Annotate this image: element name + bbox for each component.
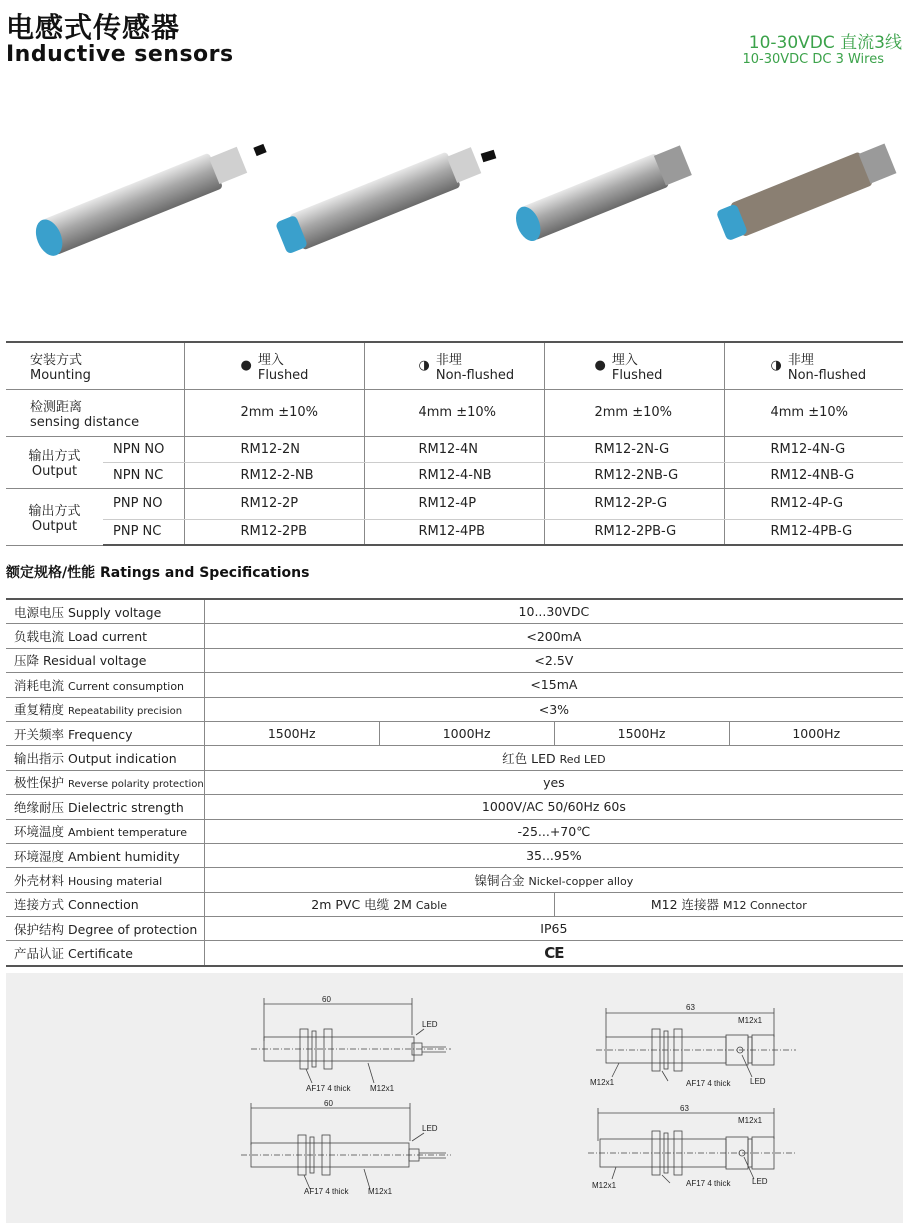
output-type: NPN NC bbox=[103, 462, 184, 488]
row-repeat: 重复精度 Repeatability precision <3% bbox=[6, 697, 903, 721]
m12-label: M12x1 bbox=[590, 1078, 615, 1087]
output-label-pnp: 输出方式 Output bbox=[6, 488, 103, 545]
sensor-image-1 bbox=[20, 140, 270, 260]
output-type: PNP NC bbox=[103, 519, 184, 545]
row-housing: 外壳材料 Housing material 镍铜合金 Nickel-copper alloy bbox=[6, 868, 903, 892]
model-cell: RM12-4P bbox=[364, 488, 544, 519]
model-cell: RM12-2PB bbox=[184, 519, 364, 545]
ce-mark-icon: CE bbox=[544, 944, 564, 963]
dim-63-top: 63 bbox=[686, 1003, 695, 1012]
led-label: LED bbox=[750, 1077, 766, 1086]
row-supply: 电源电压 Supply voltage 10...30VDC bbox=[6, 599, 903, 624]
flushed-icon: ● bbox=[594, 358, 606, 374]
distance-4: 4mm ±10% bbox=[724, 389, 903, 436]
row-consumption: 消耗电流 Current consumption <15mA bbox=[6, 673, 903, 697]
row-protection: 保护结构 Degree of protection IP65 bbox=[6, 917, 903, 941]
model-cell: RM12-4NB-G bbox=[724, 462, 903, 488]
model-cell: RM12-4N-G bbox=[724, 436, 903, 462]
ratings-heading: 额定规格/性能 Ratings and Specifications bbox=[6, 565, 310, 581]
model-cell: RM12-2P-G bbox=[544, 488, 724, 519]
row-temperature: 环境温度 Ambient temperature -25...+70℃ bbox=[6, 819, 903, 843]
non-flushed-icon: ◑ bbox=[418, 358, 430, 374]
row-connection: 连接方式 Connection 2m PVC 电缆 2M Cable M12 连接器 M12 Connector bbox=[6, 892, 903, 916]
sensor-image-2 bbox=[260, 140, 500, 260]
model-cell: RM12-2-NB bbox=[184, 462, 364, 488]
row-indication: 输出指示 Output indication 红色 LED Red LED bbox=[6, 746, 903, 770]
mounting-col-4: ◑ 非埋 Non-flushed bbox=[724, 342, 903, 389]
drawings-svg bbox=[6, 973, 903, 1223]
models-table bbox=[6, 341, 903, 546]
spec-english: 10-30VDC DC 3 Wires bbox=[742, 52, 884, 67]
m12-label: M12x1 bbox=[368, 1187, 393, 1196]
model-cell: RM12-2N-G bbox=[544, 436, 724, 462]
af17-label: AF17 4 thick bbox=[686, 1179, 731, 1188]
dimension-drawings bbox=[6, 973, 903, 1223]
row-residual: 压降 Residual voltage <2.5V bbox=[6, 648, 903, 672]
mounting-col-3: ● 埋入 Flushed bbox=[544, 342, 724, 389]
distance-3: 2mm ±10% bbox=[544, 389, 724, 436]
title-english: Inductive sensors bbox=[6, 42, 234, 67]
output-type: NPN NO bbox=[103, 436, 184, 462]
m12-label: M12x1 bbox=[738, 1016, 763, 1025]
af17-label: AF17 4 thick bbox=[306, 1084, 351, 1093]
mounting-label: 安装方式 Mounting bbox=[6, 342, 184, 389]
ratings-table bbox=[6, 598, 903, 967]
row-certificate: 产品认证 Certificate CE bbox=[6, 941, 903, 966]
row-load: 负载电流 Load current <200mA bbox=[6, 624, 903, 648]
sensor-image-3 bbox=[505, 135, 705, 255]
non-flushed-icon: ◑ bbox=[770, 358, 782, 374]
row-polarity: 极性保护 Reverse polarity protection yes bbox=[6, 770, 903, 794]
model-cell: RM12-4PB bbox=[364, 519, 544, 545]
output-type: PNP NO bbox=[103, 488, 184, 519]
mounting-col-1: ● 埋入 Flushed bbox=[184, 342, 364, 389]
led-label: LED bbox=[752, 1177, 768, 1186]
m12-label: M12x1 bbox=[738, 1116, 763, 1125]
distance-1: 2mm ±10% bbox=[184, 389, 364, 436]
m12-label: M12x1 bbox=[592, 1181, 617, 1190]
led-label: LED bbox=[422, 1020, 438, 1029]
mounting-col-2: ◑ 非埋 Non-flushed bbox=[364, 342, 544, 389]
dim-63-bottom: 63 bbox=[680, 1104, 689, 1113]
dim-60-top: 60 bbox=[322, 995, 331, 1004]
model-cell: RM12-2N bbox=[184, 436, 364, 462]
af17-label: AF17 4 thick bbox=[304, 1187, 349, 1196]
model-cell: RM12-4PB-G bbox=[724, 519, 903, 545]
sensor-image-4 bbox=[710, 135, 905, 255]
led-label: LED bbox=[422, 1124, 438, 1133]
row-frequency: 开关频率 Frequency 1500Hz 1000Hz 1500Hz 1000Hz bbox=[6, 721, 903, 745]
dim-60-bottom: 60 bbox=[324, 1099, 333, 1108]
model-cell: RM12-4N bbox=[364, 436, 544, 462]
model-cell: RM12-4-NB bbox=[364, 462, 544, 488]
distance-label: 检测距离 sensing distance bbox=[6, 389, 184, 436]
model-cell: RM12-4P-G bbox=[724, 488, 903, 519]
spec-chinese: 10-30VDC 直流3线 bbox=[748, 33, 902, 53]
flushed-icon: ● bbox=[240, 358, 252, 374]
af17-label: AF17 4 thick bbox=[686, 1079, 731, 1088]
output-label-npn: 输出方式 Output bbox=[6, 436, 103, 488]
m12-label: M12x1 bbox=[370, 1084, 395, 1093]
title-chinese: 电感式传感器 bbox=[6, 11, 181, 44]
row-dielectric: 绝缘耐压 Dielectric strength 1000V/AC 50/60Hz 60s bbox=[6, 795, 903, 819]
row-humidity: 环境湿度 Ambient humidity 35...95% bbox=[6, 843, 903, 867]
model-cell: RM12-2PB-G bbox=[544, 519, 724, 545]
model-cell: RM12-2P bbox=[184, 488, 364, 519]
model-cell: RM12-2NB-G bbox=[544, 462, 724, 488]
distance-2: 4mm ±10% bbox=[364, 389, 544, 436]
